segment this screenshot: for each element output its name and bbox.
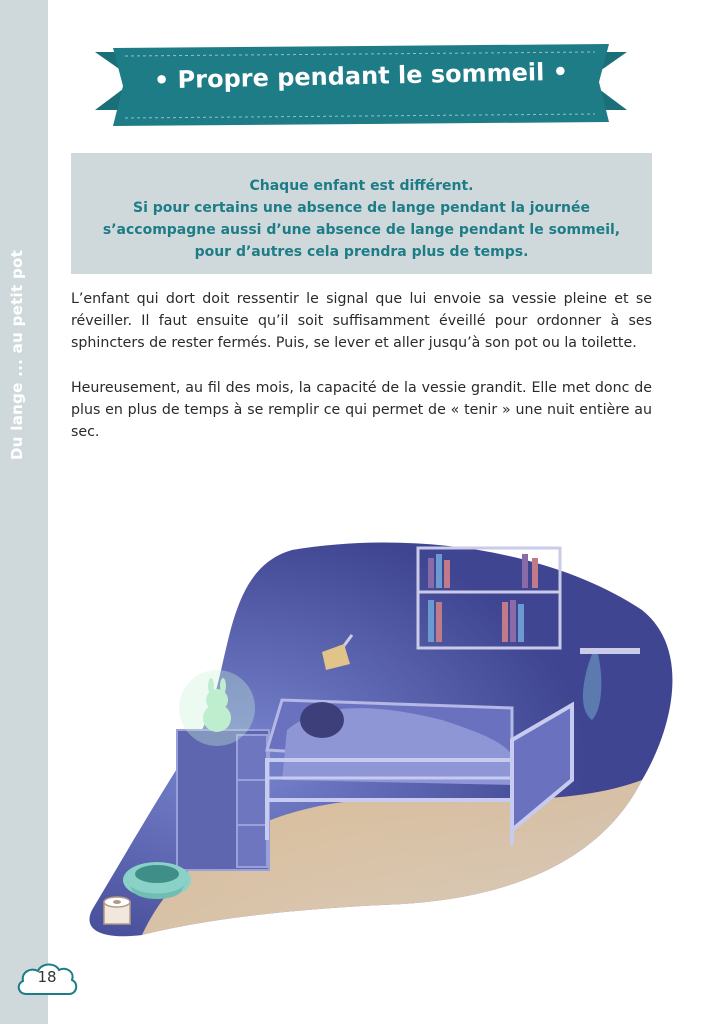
intro-text	[71, 175, 652, 263]
intro-line: s’accompagne aussi d’une absence de lange pendant le sommeil,	[102, 222, 621, 238]
page-title: • Propre pendant le sommeil •	[153, 57, 569, 95]
title-banner	[95, 40, 627, 132]
page-number: 18	[37, 968, 57, 986]
nightstand	[177, 730, 269, 870]
bunny-night-light	[179, 670, 255, 746]
sidebar-section-title: Du lange ... au petit pot	[8, 249, 26, 460]
bedroom-illustration	[82, 540, 674, 940]
intro-line: pour d’autres cela prendra plus de temps.	[194, 244, 529, 260]
body-paragraph-2: Heureusement, au fil des mois, la capacité de la vessie grandit. Elle met donc de plus en plus de temps à se remplir ce qui permet de « tenir » une nuit entière au sec.	[71, 380, 652, 440]
body-paragraph-1: L’enfant qui dort doit ressentir le signal que lui envoie sa vessie pleine et se réveiller. Il faut ensuite qu’il soit suffisamment éveillé pour ordonner à ses sphincters de rester fermés. Puis, se lever et aller jusqu’à son pot ou la toilette.	[71, 291, 652, 351]
toilet-paper	[104, 897, 130, 924]
intro-line: Si pour certains une absence de lange pendant la journée	[132, 200, 591, 216]
intro-box	[71, 153, 652, 274]
sidebar-band	[0, 0, 48, 1024]
intro-line: Chaque enfant est différent.	[249, 178, 474, 194]
